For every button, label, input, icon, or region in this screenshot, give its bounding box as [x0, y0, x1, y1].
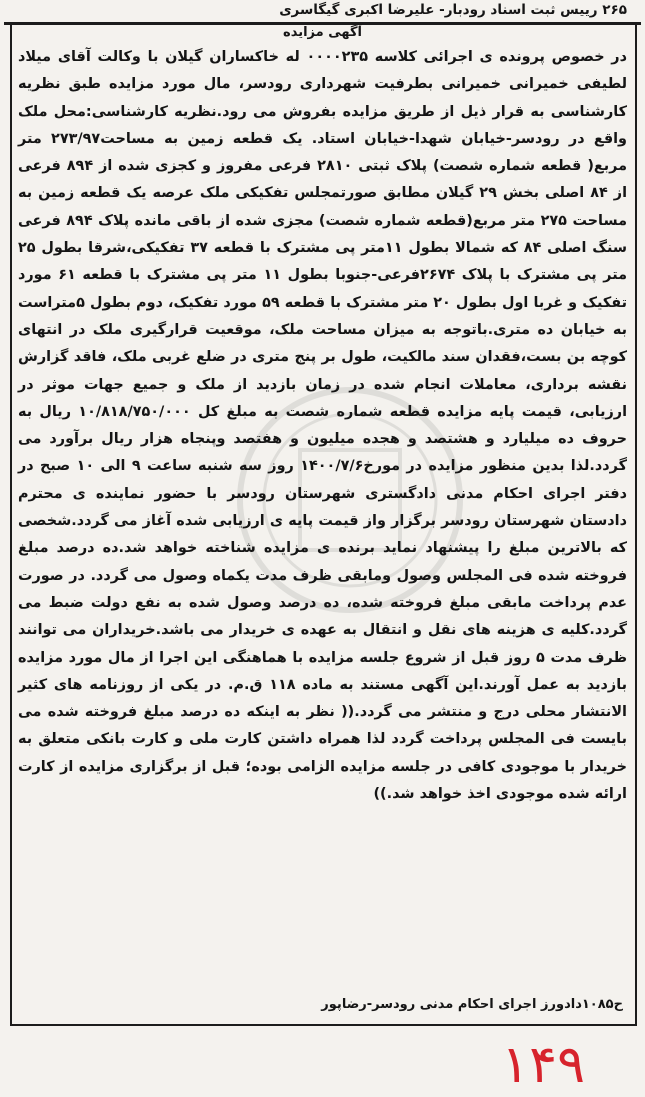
previous-notice-signature: ۲۶۵ رییس ثبت اسناد رودبار- علیرضا اکبری گیگاسری	[279, 2, 627, 18]
notice-body: در خصوص پرونده ی اجرائی کلاسه ۰۰۰۰۲۳۵ له خاکساران گیلان با وکالت آقای میلاد لطیفی خمیرانی خمیرانی بطرفیت شهرداری رودسر، مال مورد مزایده طبق نظریه کارشناسی به قرار ذیل از طریق مزایده بفروش می رود.نظریه کارشناسی:محل ملک واقع در رودسر-خیابان شهدا-خیابان استاد. یک قطعه زمین به مساحت۲۷۳/۹۷ متر مربع( قطعه شماره شصت) پلاک ثبتی ۲۸۱۰ فرعی مفروز و کجزی شده از ۸۹۴ فرعی از ۸۴ اصلی بخش ۲۹ گیلان مطابق صورتمجلس تفکیکی ملک عرصه یک قطعه زمین به مساحت ۲۷۵ متر مربع(قطعه شماره شصت) مجزی شده از باقی مانده پلاک ۸۹۴ فرعی سنگ اصلی ۸۴ که شمالا بطول ۱۱متر پی مشترک با قطعه ۳۷ تفکیکی،شرقا بطول ۲۵ متر پی مشترک با پلاک ۲۶۷۴فرعی-جنوبا بطول ۱۱ متر پی مشترک با قطعه ۶۱ مورد تفکیک و غربا اول بطول ۲۰ متر مشترک با قطعه ۵۹ مورد تفکیک، دوم بطول ۵متراست به خیابان ده متری.باتوجه به میزان مساحت ملک، موقعیت قرارگیری ملک در انتهای کوچه بن بست،فقدان سند مالکیت، طول بر پنج متری در ضلع غربی ملک، فاقد گزارش نقشه برداری، معاملات انجام شده در زمان بازدید از ملک و جمیع جهات موثر در ارزیابی، قیمت پایه مزایده قطعه شماره شصت به مبلغ کل ۱۰/۸۱۸/۷۵۰/۰۰۰ ریال به حروف ده میلیارد و هشتصد و هجده میلیون و هفتصد وپنجاه هزار ریال برآورد می گردد.لذا بدین منظور مزایده در مورخ۱۴۰۰/۷/۶ روز سه شنبه ساعت ۹ الی ۱۰ صبح در دفتر اجرای احکام مدنی دادگستری شهرستان رودسر با حضور نماینده ی محترم دادستان شهرستان رودسر برگزار واز قیمت پایه ی ارزیابی شده آغاز می گردد.شخصی که بالاترین مبلغ را پیشنهاد نماید برنده ی مزایده شناخته خواهد شد.ده درصد مبلغ فروخته شده فی المجلس وصول ومابقی ظرف مدت یکماه وصول می گردد. در صورت عدم پرداخت مابقی مبلغ فروخته شده، ده درصد وصول شده به نفع دولت ضبط می گردد.کلیه ی هزینه های نقل و انتقال به عهده ی خریدار می باشد.خریداران می توانند ظرف مدت ۵ روز قبل از شروع جلسه مزایده با هماهنگی این اجرا از مال مورد مزایده بازدید به عمل آورند.این آگهی مستند به ماده ۱۱۸ ق.م. در یکی از روزنامه های کثیر الانتشار محلی درج و منتشر می گردد.(( نظر به اینکه ده درصد مبلغ فروخته شده می بایست فی المجلس پرداخت گردد لذا همراه داشتن کارت ملی و کارت بانکی متعلق به خریدار با موجودی کافی در جلسه مزایده الزامی بوده؛ قبل از برگزاری مزایده از کارت ارائه شده موجودی اخذ خواهد شد.))	[18, 49, 628, 803]
notice-title: آگهی مزایده	[283, 25, 362, 40]
handwritten-page-number: ۱۴۹	[501, 1035, 585, 1095]
notice-signature: ح۱۰۸۵دادورز اجرای احکام مدنی رودسر-رضاپور	[321, 997, 623, 1012]
